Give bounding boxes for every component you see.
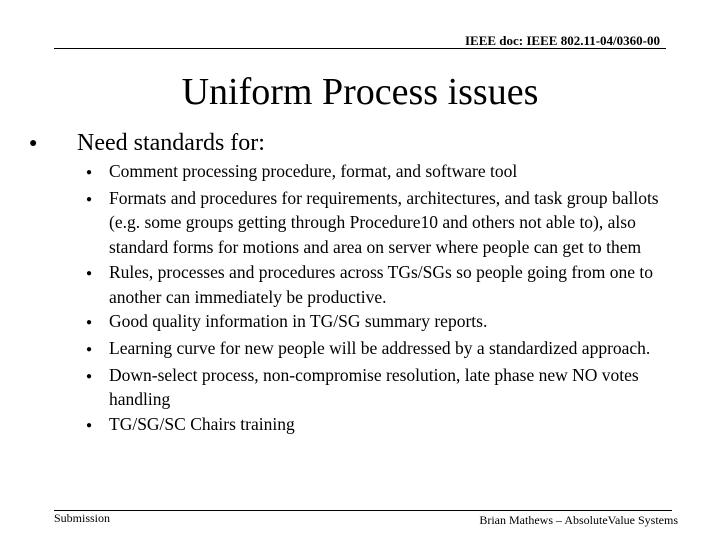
list-item-text: Good quality information in TG/SG summary reports. [109,311,488,332]
list-item [86,336,666,363]
list-item-text: Learning curve for new people will be addressed by a standardized approach. [109,337,651,358]
bullet-icon: ● [86,343,93,355]
list-item [86,186,666,260]
bullet-icon: ● [86,317,93,329]
list-item-text: Formats and procedures for requirements, architectures, and task group ballots (e.g. some groups getting through Procedure10 and others not able to), also standard forms for motions and area on server where people can get to them [109,187,659,258]
list-item-text: Rules, processes and procedures across TGs/SGs so people going from one to another can immediately be productive. [109,261,654,307]
list-item [86,260,666,309]
sub-bullet-list [86,159,666,439]
bullet-icon: ● [86,420,93,432]
list-item [86,363,666,412]
list-item-text: Comment processing procedure, format, and software tool [109,161,518,181]
bullet-icon: ● [86,167,93,178]
bullet-icon: ● [29,136,38,151]
main-bullet [29,130,265,157]
header-divider [54,48,666,49]
list-item-text: TG/SG/SC Chairs training [109,414,295,435]
footer-author: Brian Mathews – AbsoluteValue Systems [479,513,678,527]
list-item [86,159,666,186]
list-item [86,309,666,336]
list-item [86,412,666,439]
bullet-icon: ● [86,267,93,279]
bullet-icon: ● [86,370,93,382]
slide-title: Uniform Process issues [181,71,539,113]
footer-submission: Submission [54,511,111,525]
list-item-text: Down-select process, non-compromise resolution, late phase new NO votes handling [109,364,639,410]
main-bullet-text: Need standards for: [77,130,265,156]
document-id: IEEE doc: IEEE 802.11-04/0360-00 [464,33,660,48]
bullet-icon: ● [86,193,93,205]
footer-divider [54,510,672,511]
